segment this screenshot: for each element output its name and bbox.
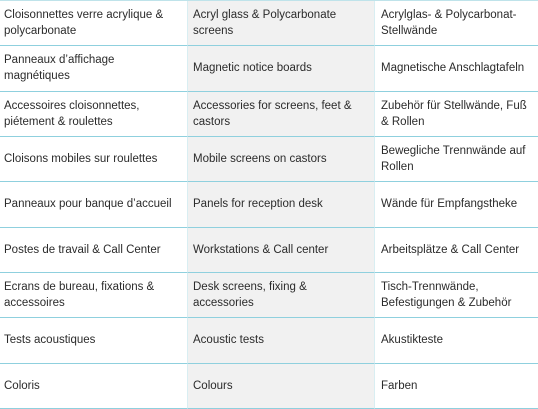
cell-fr-row-5[interactable]: Panneaux pour banque d’accueil <box>0 182 187 227</box>
cell-de-row-2[interactable]: Magnetische Anschlagtafeln <box>375 46 538 91</box>
cell-de-row-8[interactable]: Akustikteste <box>375 318 538 363</box>
cell-de-row-5[interactable]: Wände für Empfangstheke <box>375 182 538 227</box>
cell-en-row-2[interactable]: Magnetic notice boards <box>187 46 375 91</box>
cell-en-row-9[interactable]: Colours <box>187 364 375 409</box>
cell-de-row-7[interactable]: Tisch-Trennwände, Befestigungen & Zubehör <box>375 273 538 318</box>
cell-de-row-4[interactable]: Bewegliche Trennwände auf Rollen <box>375 137 538 182</box>
cell-en-row-7[interactable]: Desk screens, fixing & accessories <box>187 273 375 318</box>
cell-de-row-1[interactable]: Acrylglas- & Polycarbonat-Stellwände <box>375 1 538 46</box>
cell-en-row-1[interactable]: Acryl glass & Polycarbonate screens <box>187 1 375 46</box>
cell-fr-row-9[interactable]: Coloris <box>0 364 187 409</box>
cell-de-row-6[interactable]: Arbeitsplätze & Call Center <box>375 228 538 273</box>
cell-de-row-3[interactable]: Zubehör für Stellwände, Fuß & Rollen <box>375 92 538 137</box>
cell-fr-row-1[interactable]: Cloisonnettes verre acrylique & polycarbonate <box>0 1 187 46</box>
cell-en-row-4[interactable]: Mobile screens on castors <box>187 137 375 182</box>
cell-en-row-5[interactable]: Panels for reception desk <box>187 182 375 227</box>
cell-en-row-8[interactable]: Acoustic tests <box>187 318 375 363</box>
cell-en-row-6[interactable]: Workstations & Call center <box>187 228 375 273</box>
cell-fr-row-4[interactable]: Cloisons mobiles sur roulettes <box>0 137 187 182</box>
cell-fr-row-6[interactable]: Postes de travail & Call Center <box>0 228 187 273</box>
cell-fr-row-2[interactable]: Panneaux d’affichage magnétiques <box>0 46 187 91</box>
cell-fr-row-8[interactable]: Tests acoustiques <box>0 318 187 363</box>
cell-en-row-3[interactable]: Accessories for screens, feet & castors <box>187 92 375 137</box>
cell-fr-row-3[interactable]: Accessoires cloisonnettes, piétement & roulettes <box>0 92 187 137</box>
cell-de-row-9[interactable]: Farben <box>375 364 538 409</box>
cell-fr-row-7[interactable]: Ecrans de bureau, fixations & accessoires <box>0 273 187 318</box>
